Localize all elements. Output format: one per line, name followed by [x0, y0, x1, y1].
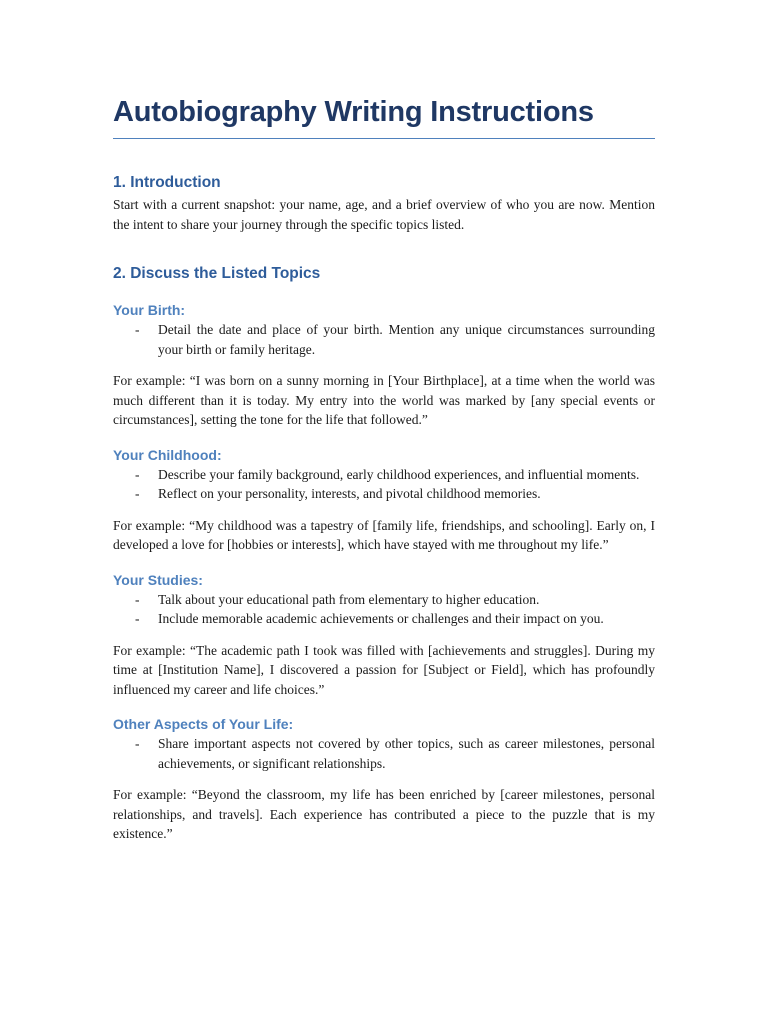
- list-item: [113, 320, 655, 359]
- studies-example-paragraph: For example: “The academic path I took was filled with [achievements and struggles]. During my time at [Institution Name], I discovered a passion for [Subject or Field], which has profoundly influenced my career and life choices.”: [113, 642, 655, 697]
- document-title: Autobiography Writing Instructions: [113, 94, 655, 139]
- dash-bullet: -: [135, 322, 140, 337]
- dash-bullet: -: [135, 611, 140, 626]
- list-item-text: Include memorable academic achievements or challenges and their impact on you.: [158, 611, 604, 626]
- dash-bullet: -: [135, 736, 140, 751]
- dash-bullet: -: [135, 486, 140, 501]
- other-aspects-example-paragraph: For example: “Beyond the classroom, my life has been enriched by [career milestones, personal relationships, and travels]. Each experience has contributed a piece to the puzzle that is my existence.”: [113, 787, 655, 841]
- subheading-other-aspects: Other Aspects of Your Life:: [113, 716, 294, 732]
- childhood-example-paragraph: For example: “My childhood was a tapestry of [family life, friendships, and schooling]. Early on, I developed a love for [hobbies or interests], which have stayed with me throughout my life.”: [113, 517, 655, 552]
- studies-bullet-list: [113, 590, 655, 629]
- subheading-birth: Your Birth:: [113, 302, 186, 318]
- list-item-text: Reflect on your personality, interests, and pivotal childhood memories.: [158, 486, 541, 501]
- list-item: [113, 734, 655, 773]
- list-item: [113, 590, 655, 610]
- dash-bullet: -: [135, 591, 140, 607]
- list-item-text: Detail the date and place of your birth. Mention any unique circumstances surrounding your birth or family heritage.: [158, 322, 655, 357]
- dash-bullet: -: [135, 466, 140, 482]
- childhood-bullet-list: [113, 465, 655, 504]
- list-item: [113, 609, 655, 629]
- list-item-text: Share important aspects not covered by other topics, such as career milestones, personal achievements, or significant relationships.: [158, 736, 655, 771]
- introduction-paragraph: Start with a current snapshot: your name, age, and a brief overview of who you are now. Mention the intent to share your journey through the specific topics listed.: [113, 197, 655, 232]
- list-item: [113, 484, 655, 504]
- subheading-studies: Your Studies:: [113, 571, 203, 588]
- other-aspects-bullet-list: [113, 734, 655, 773]
- birth-bullet-list: [113, 320, 655, 359]
- list-item: [113, 465, 655, 485]
- section-heading-topics: 2. Discuss the Listed Topics: [113, 265, 321, 282]
- list-item-text: Talk about your educational path from elementary to higher education.: [158, 591, 540, 607]
- section-heading-introduction: 1. Introduction: [113, 174, 221, 191]
- subheading-childhood: Your Childhood:: [113, 446, 222, 463]
- list-item-text: Describe your family background, early childhood experiences, and influential moments.: [158, 466, 640, 482]
- birth-example-paragraph: For example: “I was born on a sunny morning in [Your Birthplace], at a time when the world was much different than it is today. My entry into the world was marked by [any special events or circumstances], setting the tone for the life that followed.”: [113, 373, 655, 427]
